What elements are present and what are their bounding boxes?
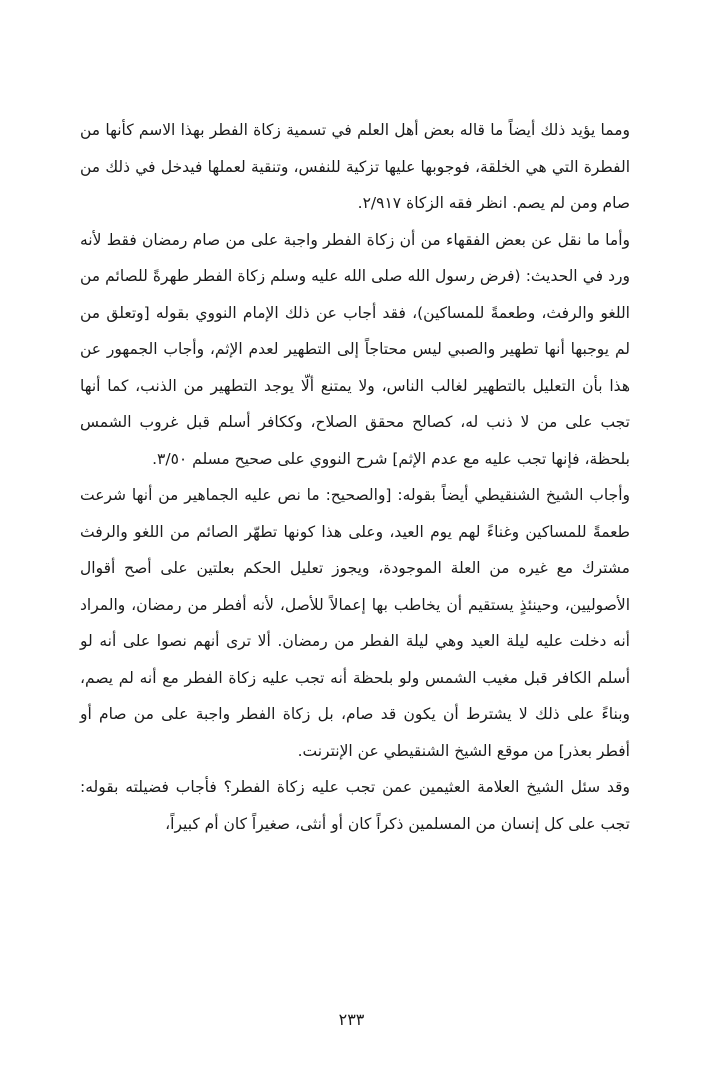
paragraph-3: وأجاب الشيخ الشنقيطي أيضاً بقوله: [والصحيح: ما نص عليه الجماهير من أنها شرعت طعمةً للمساكين وغناءً لهم يوم العيد، وعلى هذا كونها تطهّر الصائم من اللغو والرفث مشترك مع غيره من العلة الموجودة، ويجوز تعليل الحكم بعلتين على أصح أقوال الأصوليين، وحينئذٍ يستقيم أن يخاطب بها إعمالاً للأصل، لأنه أفطر من رمضان، والمراد أنه دخلت عليه ليلة العيد وهي ليلة الفطر من رمضان. ألا ترى أنهم نصوا على أنه لو أسلم الكافر قبل مغيب الشمس ولو بلحظة أنه تجب عليه زكاة الفطر مع أنه لم يصم، وبناءً على ذلك لا يشترط أن يكون قد صام، بل زكاة الفطر واجبة على من صام أو أفطر بعذر] من موقع الشيخ الشنقيطي عن الإنترنت. xyxy=(80,486,630,760)
paragraph-2: وأما ما نقل عن بعض الفقهاء من أن زكاة الفطر واجبة على من صام رمضان فقط لأنه ورد في الحديث: (فرض رسول الله صلى الله عليه وسلم زكاة الفطر طهرةً للصائم من اللغو والرفث، وطعمةً للمساكين)، فقد أجاب عن ذلك الإمام النووي بقوله [وتعلق من لم يوجبها أنها تطهير والصبي ليس محتاجاً إلى التطهير لعدم الإثم، وأجاب الجمهور عن هذا بأن التعليل بالتطهير لغالب الناس، ولا يمتنع ألّا يوجد التطهير من الذنب، كما أنها تجب على من لا ذنب له، كصالح محقق الصلاح، وككافر أسلم قبل غروب الشمس بلحظة، فإنها تجب عليه مع عدم الإثم] شرح النووي على صحيح مسلم ٣/٥٠. xyxy=(80,230,630,468)
paragraph-1: ومما يؤيد ذلك أيضاً ما قاله بعض أهل العلم في تسمية زكاة الفطر بهذا الاسم كأنها من الفطرة التي هي الخلقة، فوجوبها عليها تزكية للنفس، وتنقية لعملها فيدخل في ذلك من صام ومن لم يصم. انظر فقه الزكاة ٢/٩١٧. xyxy=(80,121,630,212)
body-text xyxy=(80,112,630,842)
paragraph-4: وقد سئل الشيخ العلامة العثيمين عمن تجب عليه زكاة الفطر؟ فأجاب فضيلته بقوله: تجب على كل إنسان من المسلمين ذكراً كان أو أنثى، صغيراً كان أم كبيراً، xyxy=(80,778,630,833)
page-number: ٢٣٣ xyxy=(338,1010,365,1029)
